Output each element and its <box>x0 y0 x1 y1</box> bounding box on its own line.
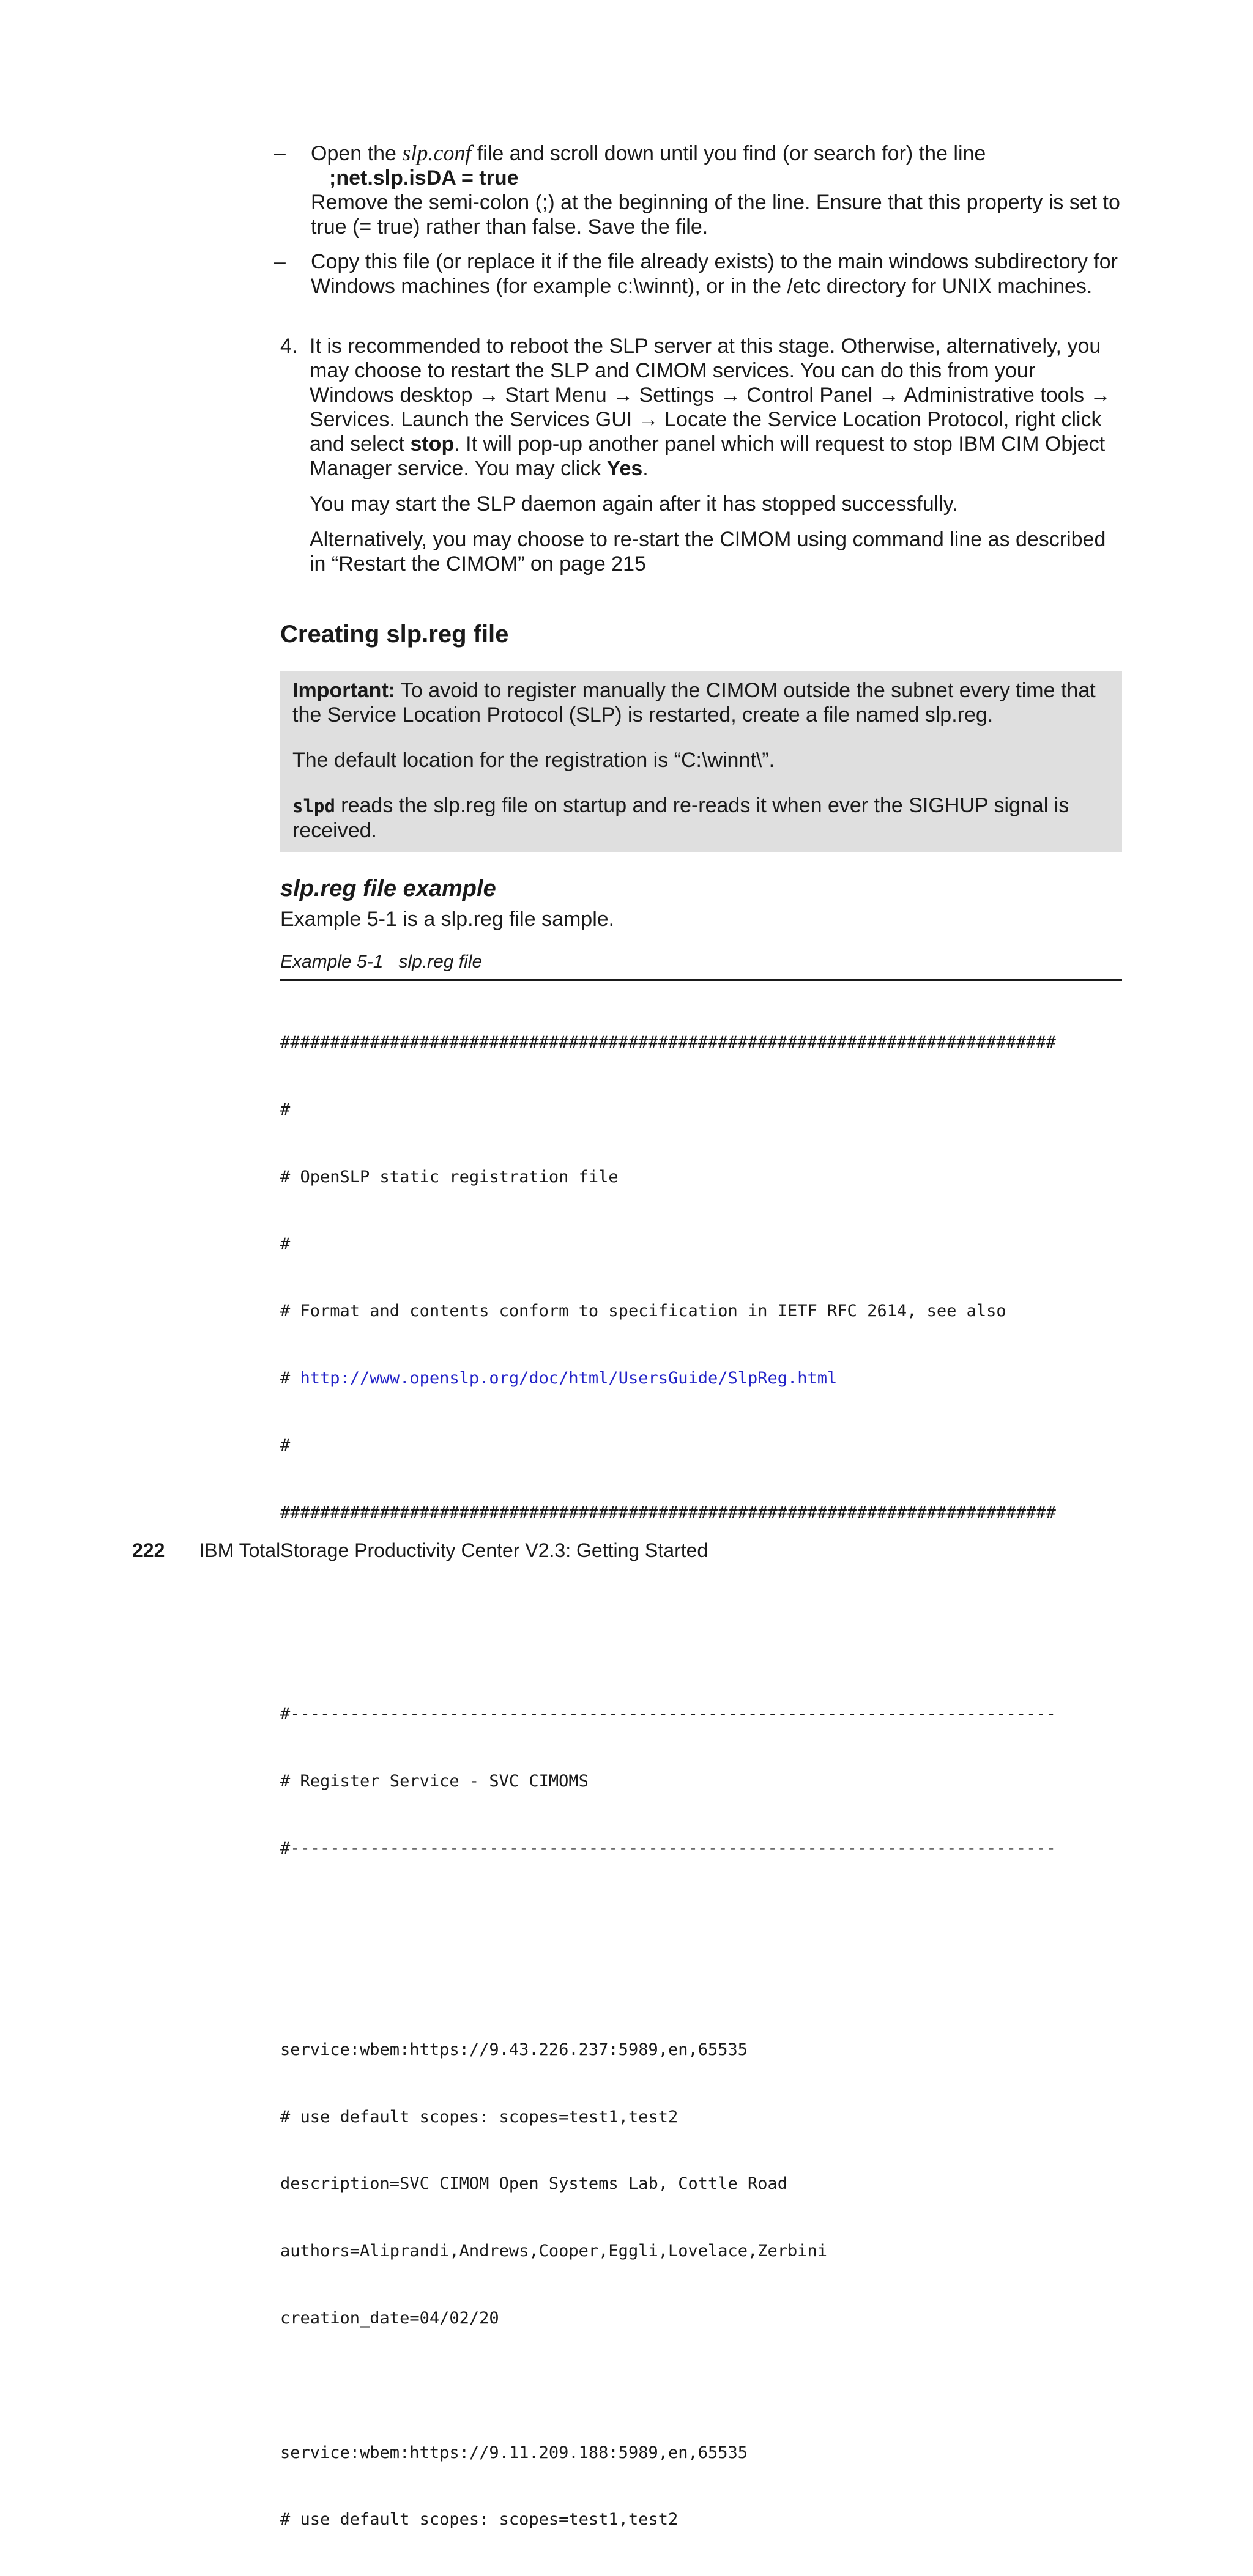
code-line: # use default scopes: scopes=test1,test2 <box>280 2510 679 2530</box>
code-line <box>280 1636 1056 1659</box>
code-line: authors=Aliprandi,Andrews,Cooper,Eggli,Lovelace,Zerbini <box>280 2241 828 2261</box>
code-block <box>280 987 1056 2576</box>
code-line <box>280 1972 1056 1994</box>
step-paragraph: You may start the SLP daemon again after it has stopped successfully. <box>310 492 958 516</box>
command-name: slpd <box>292 796 335 816</box>
cross-reference-paragraph: Alternatively, you may choose to re-start the CIMOM using command line as described in “Restart the CIMOM” on page 215 <box>310 528 1106 576</box>
code-line <box>280 2375 1056 2397</box>
step-number: 4. <box>280 335 298 358</box>
important-label: Important: <box>292 679 396 702</box>
page-number: 222 <box>132 1539 165 1561</box>
bullet-text: Open the <box>311 142 403 165</box>
code-line-link: # http://www.openslp.org/doc/html/UsersGuide/SlpReg.html <box>280 1369 838 1388</box>
code-line: # Register Service - SVC CIMOMS <box>280 1771 589 1791</box>
code-line <box>280 1904 1056 1927</box>
code-line: # Format and contents conform to specification in IETF RFC 2614, see also <box>280 1301 1006 1321</box>
code-line: # <box>280 1435 291 1455</box>
code-line: #----------------------------------------------------------------------------- <box>280 1704 1056 1723</box>
code-line: # OpenSLP static registration file <box>280 1167 619 1186</box>
step-4 <box>280 334 1125 587</box>
bullet-open-slp-conf <box>274 141 1125 239</box>
code-line: creation_date=04/02/20 <box>280 2309 499 2328</box>
book-title: IBM TotalStorage Productivity Center V2.3: Getting Started <box>199 1539 708 1561</box>
subsection-heading: slp.reg file example <box>280 876 496 901</box>
note-text: To avoid to register manually the CIMOM outside the subnet every time that the Service Location Protocol (SLP) is restarted, create a file named slp.reg. <box>292 679 1096 727</box>
code-line: # use default scopes: scopes=test1,test2 <box>280 2107 679 2126</box>
bullet-text: Remove the semi-colon (;) at the beginning of the line. Ensure that this property is set to true (= true) rather than false. Save the file. <box>311 191 1120 239</box>
bullet-copy-file <box>274 250 1125 298</box>
file-name-slp-conf: slp.conf <box>402 141 472 165</box>
slpreg-guide-link[interactable]: http://www.openslp.org/doc/html/UsersGuide/SlpReg.html <box>300 1369 838 1388</box>
intro-text: Example 5-1 is a slp.reg file sample. <box>280 908 615 931</box>
note-text: reads the slp.reg file on startup and re-reads it when ever the SIGHUP signal is received. <box>292 794 1069 842</box>
section-heading: Creating slp.reg file <box>280 621 509 648</box>
note-text: The default location for the registration is “C:\winnt\”. <box>292 749 775 772</box>
dash-bullet: – <box>274 250 286 273</box>
important-note <box>280 671 1122 852</box>
bullet-text: Copy this file (or replace it if the file already exists) to the main windows subdirectory for Windows machines (for example c:\winnt), or in the /etc directory for UNIX machines. <box>311 250 1118 298</box>
bullet-text: file and scroll down until you find (or search for) the line <box>471 142 986 165</box>
code-line: service:wbem:https://9.43.226.237:5989,en,65535 <box>280 2040 748 2059</box>
code-line: service:wbem:https://9.11.209.188:5989,en,65535 <box>280 2443 748 2462</box>
code-line <box>280 1569 1056 1591</box>
stop-keyword: stop <box>410 432 455 456</box>
code-line: # <box>280 1100 291 1119</box>
code-line: ############################################################################## <box>280 1503 1056 1522</box>
yes-keyword: Yes <box>606 457 643 480</box>
dash-bullet: – <box>274 141 286 165</box>
example-caption: Example 5-1 slp.reg file <box>280 952 483 972</box>
page-footer <box>132 1539 708 1562</box>
config-line: ;net.slp.isDA = true <box>329 166 519 190</box>
code-line: # <box>280 1234 291 1254</box>
caption-rule <box>280 979 1122 981</box>
code-line: #----------------------------------------------------------------------------- <box>280 1838 1056 1858</box>
code-line: ############################################################################## <box>280 1033 1056 1053</box>
code-line: description=SVC CIMOM Open Systems Lab, Cottle Road <box>280 2174 788 2194</box>
step-paragraph: It is recommended to reboot the SLP server at this stage. Otherwise, alternatively, you may choose to restart the SLP and CIMOM services. You can do this from your Windows desktop → Start Menu → Settings → Control Panel → Administrative tools → Services. Launch the Services GUI → Locate the Service Location Protocol, right click and select stop. It will pop-up another panel which will request to stop IBM CIM Object Manager service. You may click Yes. <box>310 335 1111 480</box>
